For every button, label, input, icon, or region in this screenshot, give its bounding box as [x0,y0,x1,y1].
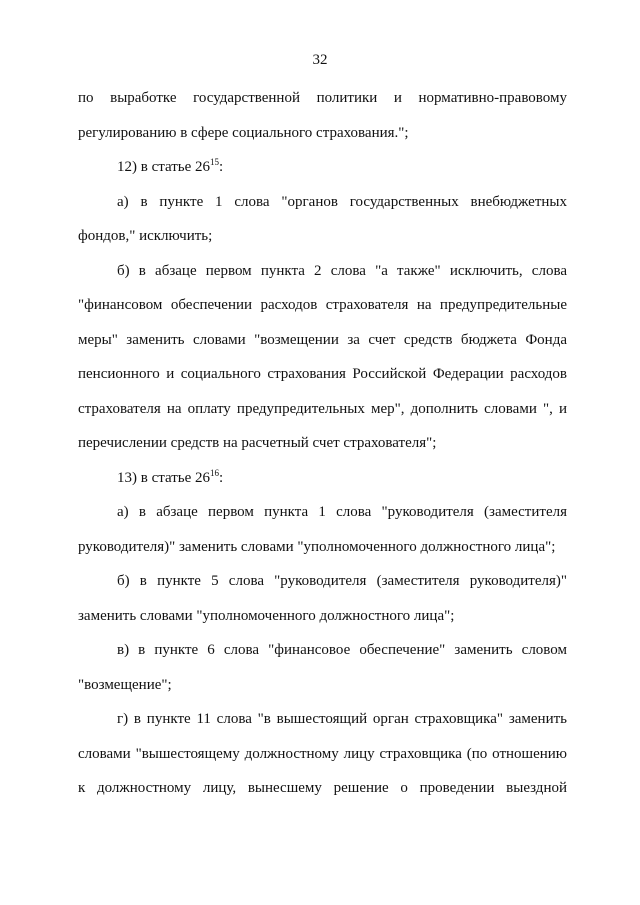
item-heading-12 [78,150,567,185]
text-line: перечислении средств на расчетный счет страхователя"; [78,435,437,451]
text-line: страхователя на оплату предупредительных мер", дополнить словами ", и [78,400,567,417]
item-heading-suffix: : [219,159,224,175]
item-heading-suffix: : [219,469,224,486]
superscript: 16 [210,467,220,478]
text-line: в) в пункте 6 слова "финансовое обеспечение" заменить словом [117,642,567,658]
text-line: руководителя)" заменить словами "уполномоченного должностного лица"; [78,538,556,555]
page-number: 32 [312,52,328,68]
item-heading-13 [78,461,567,496]
superscript: 15 [210,157,220,167]
item-heading-text: 13) в статье 26 [117,469,211,486]
text-line: а) в абзаце первом пункта 1 слова "руководителя (заместителя [117,504,567,520]
text-line: б) в пункте 5 слова "руководителя (заместителя руководителя)" [117,573,567,589]
text-line: меры" заменить словами "возмещении за счет средств бюджета Фонда [78,331,567,348]
text-line: к должностному лицу, вынесшему решение о проведении выездной [78,780,567,796]
text-line: "возмещение"; [78,676,172,693]
text-line: по выработке государственной политики и нормативно-правовому [78,90,567,106]
text-line: пенсионного и социального страхования Российской Федерации расходов [78,366,567,382]
text-line: регулированию в сфере социального страхования."; [78,124,409,141]
text-line: фондов," исключить; [78,228,213,244]
text-line: г) в пункте 11 слова "в вышестоящий орган страховщика" заменить [117,711,567,727]
text-line: б) в абзаце первом пункта 2 слова "а также" исключить, слова [117,262,567,279]
text-line: словами "вышестоящему должностному лицу страховщика (по отношению [78,745,567,762]
text-line: заменить словами "уполномоченного должностного лица"; [78,607,455,624]
document-body [78,81,567,806]
text-line: а) в пункте 1 слова "органов государственных внебюджетных [117,193,567,210]
item-heading-text: 12) в статье 26 [117,159,211,175]
text-line: "финансовом обеспечении расходов страхователя на предупредительные [78,297,567,313]
